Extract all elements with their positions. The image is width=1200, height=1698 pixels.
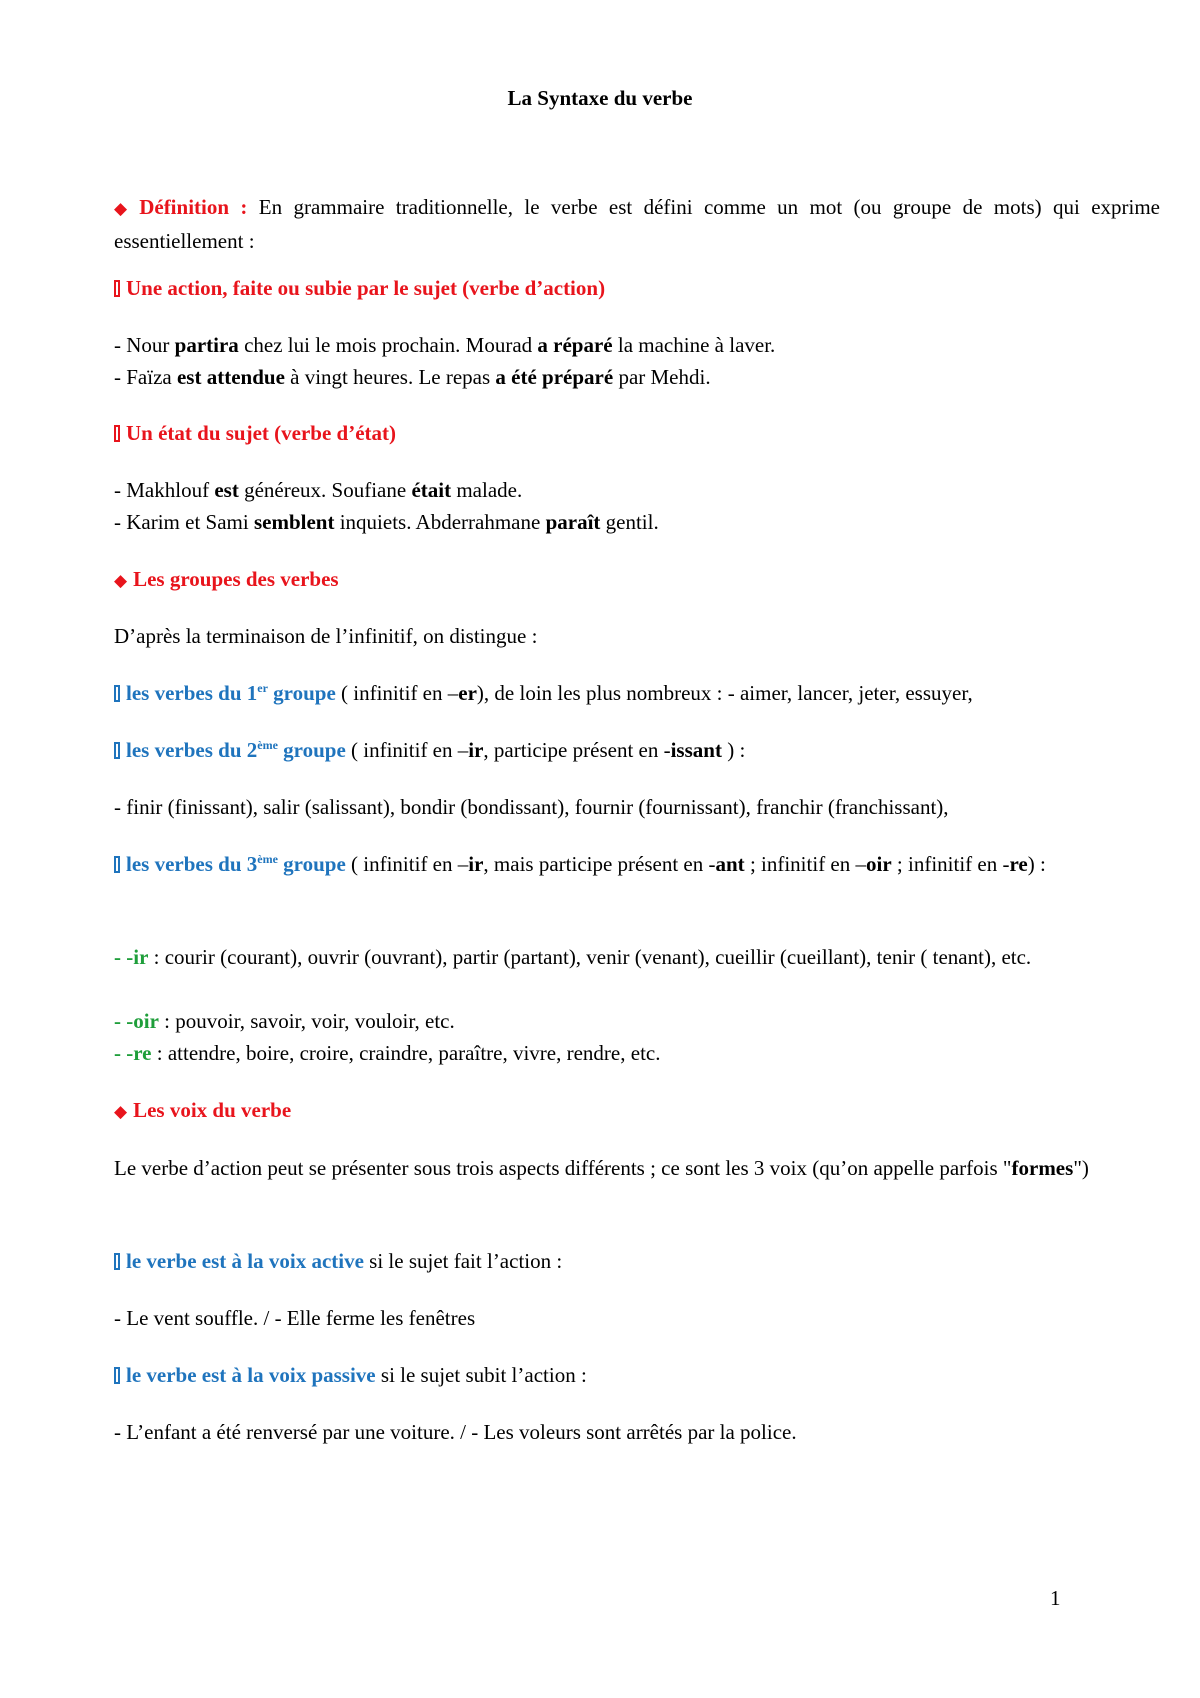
text: ; infinitif en -: [891, 852, 1010, 876]
groupes-heading: [86, 563, 1160, 597]
voix-heading-text: Les voix du verbe: [133, 1098, 292, 1122]
etat-example-2: [86, 506, 1160, 538]
page-title: La Syntaxe du verbe: [507, 86, 693, 110]
definition-label: Définition :: [139, 195, 248, 219]
text: généreux. Soufiane: [238, 478, 412, 502]
text: ( infinitif en –: [345, 852, 469, 876]
text: inquiets. Abderrahmane: [334, 510, 546, 534]
text: groupe: [277, 852, 346, 876]
voix-heading: [86, 1094, 1160, 1128]
ending: re: [1009, 852, 1028, 876]
text: malade.: [451, 478, 523, 502]
groupe-3: [86, 848, 1160, 880]
text: les verbes du 2: [126, 738, 258, 762]
ending-tag: - -re: [114, 1041, 152, 1065]
page-number: 1: [1050, 1586, 1061, 1610]
ending: ir: [468, 738, 484, 762]
text: à vingt heures. Le repas: [284, 365, 496, 389]
text: : courir (courant), ouvrir (ouvrant), partir (partant), venir (venant), cueillir (cueillant), tenir ( tenant), etc.: [148, 945, 1032, 969]
verb: est: [214, 478, 239, 502]
groupe-1: [86, 677, 1160, 709]
verb: a été préparé: [495, 365, 614, 389]
box-icon: [114, 685, 120, 702]
text: ( infinitif en –: [335, 681, 459, 705]
box-icon: [114, 1367, 120, 1384]
text: ( infinitif en –: [345, 738, 469, 762]
text: , participe présent en -: [483, 738, 671, 762]
text: - Faïza: [114, 365, 177, 389]
groupe-3-re: [86, 1037, 1160, 1069]
text: par Mehdi.: [613, 365, 711, 389]
box-icon: [114, 280, 120, 297]
groupes-intro: D’après la terminaison de l’infinitif, on distingue :: [114, 624, 538, 648]
groupe-3-label: [126, 852, 346, 876]
text: groupe: [267, 681, 336, 705]
action-heading: [86, 272, 1160, 304]
box-icon: [114, 742, 120, 759]
verb: a réparé: [537, 333, 613, 357]
action-heading-text: Une action, faite ou subie par le sujet (verbe d’action): [126, 276, 606, 300]
voix-active: [86, 1245, 1160, 1277]
voix-passive-example: - L’enfant a été renversé par une voiture. / - Les voleurs sont arrêtés par la police.: [114, 1420, 797, 1444]
text: ), de loin les plus nombreux : - aimer, lancer, jeter, essuyer,: [476, 681, 973, 705]
verb: semblent: [253, 510, 335, 534]
etat-heading: [86, 417, 1160, 449]
ending-tag: - -ir: [114, 945, 149, 969]
text: - Karim et Sami: [114, 510, 254, 534]
ending: ant: [715, 852, 745, 876]
definition-paragraph: [86, 191, 1160, 257]
superscript: ème: [257, 852, 278, 866]
groupes-heading-text: Les groupes des verbes: [133, 567, 339, 591]
text: , mais participe présent en -: [483, 852, 716, 876]
text: chez lui le mois prochain. Mourad: [238, 333, 538, 357]
text: - Makhlouf: [114, 478, 215, 502]
verb: est attendue: [176, 365, 285, 389]
voix-active-example: - Le vent souffle. / - Elle ferme les fenêtres: [114, 1306, 476, 1330]
superscript: er: [257, 681, 268, 695]
text: les verbes du 1: [126, 681, 258, 705]
verb: paraît: [545, 510, 601, 534]
voix-passive-label: le verbe est à la voix passive: [126, 1363, 376, 1387]
text: si le sujet subit l’action :: [375, 1363, 587, 1387]
diamond-icon: ◆: [114, 1102, 128, 1121]
text: groupe: [277, 738, 346, 762]
text: si le sujet fait l’action :: [363, 1249, 563, 1273]
text: les verbes du 3: [126, 852, 258, 876]
voix-active-label: le verbe est à la voix active: [126, 1249, 364, 1273]
etat-heading-text: Un état du sujet (verbe d’état): [126, 421, 397, 445]
box-icon: [114, 1253, 120, 1270]
ending: oir: [866, 852, 892, 876]
text: - Nour: [114, 333, 175, 357]
box-icon: [114, 425, 120, 442]
text-bold: formes: [1011, 1156, 1074, 1180]
text: la machine à laver.: [612, 333, 776, 357]
text: Le verbe d’action peut se présenter sous trois aspects différents ; ce sont les 3 voix (qu’on appelle parfois ": [114, 1156, 1012, 1180]
ending-tag: - -oir: [114, 1009, 159, 1033]
text: : attendre, boire, croire, craindre, paraître, vivre, rendre, etc.: [151, 1041, 661, 1065]
definition-text: En grammaire traditionnelle, le verbe est défini comme un mot (ou groupe de mots) qui exprime essentiellement :: [114, 195, 1160, 253]
ending: issant: [670, 738, 722, 762]
groupe-1-label: [126, 681, 336, 705]
groupe-3-ir: [86, 941, 1160, 973]
action-example-2: [86, 361, 1160, 393]
verb: partira: [174, 333, 239, 357]
text: ) :: [1027, 852, 1046, 876]
diamond-icon: ◆: [114, 571, 128, 590]
diamond-icon: ◆: [114, 199, 134, 218]
box-icon: [114, 856, 120, 873]
text: "): [1073, 1156, 1089, 1180]
groupe-2-examples: - finir (finissant), salir (salissant), bondir (bondissant), fournir (fournissant), franchir (franchissant),: [114, 795, 949, 819]
text: : pouvoir, savoir, voir, vouloir, etc.: [158, 1009, 455, 1033]
voix-intro: [86, 1152, 1160, 1184]
etat-example-1: [86, 474, 1160, 506]
text: ) :: [721, 738, 746, 762]
text: gentil.: [600, 510, 659, 534]
groupe-3-oir: [86, 1005, 1160, 1037]
verb: était: [411, 478, 452, 502]
ending: er: [458, 681, 477, 705]
groupe-2-label: [126, 738, 346, 762]
voix-passive: [86, 1359, 1160, 1391]
text: ; infinitif en –: [744, 852, 867, 876]
action-example-1: [86, 329, 1160, 361]
superscript: ème: [257, 738, 278, 752]
ending: ir: [468, 852, 484, 876]
groupe-2: [86, 734, 1160, 766]
